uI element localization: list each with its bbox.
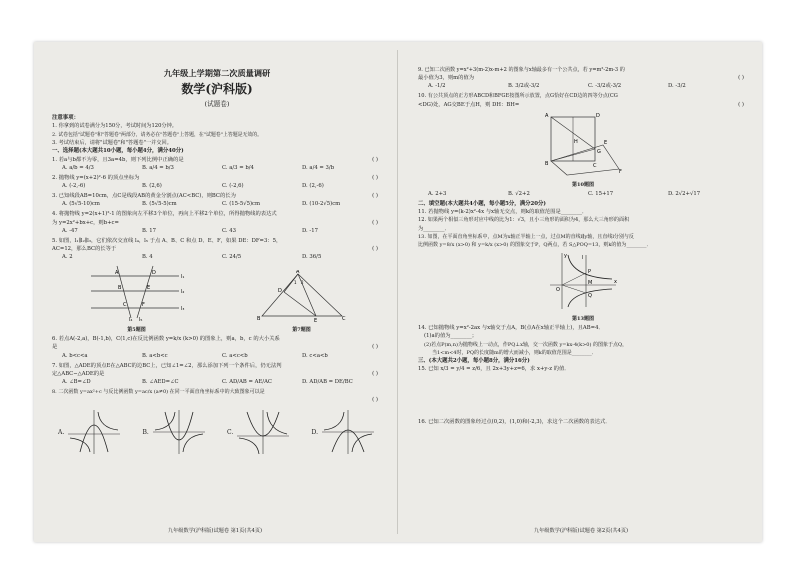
figure-10: A D E H G F B C 第10题图 — [545, 112, 622, 188]
svg-text:l₃: l₃ — [180, 306, 184, 313]
svg-text:F: F — [619, 168, 622, 175]
exam-tag: (试题卷) — [204, 100, 230, 108]
question-11: 11. 若抛物线 y=(k-2)x²-4x 与x轴无交点，则k的取值范围是________． — [418, 209, 588, 216]
svg-text:D: D — [151, 270, 156, 277]
note-3: 3. 考试结束后，请将"试题卷"和"答题卷"一并交回。 — [52, 140, 172, 146]
question-10: 10. 有公共顶点的正方形ABCD和BFGE按图所示放置，点G恰好在CD边的四等分点(CG — [418, 93, 618, 100]
svg-text:l₄: l₄ — [128, 317, 132, 323]
svg-text:P: P — [588, 269, 592, 276]
svg-text:B: B — [545, 160, 549, 167]
svg-text:E: E — [146, 285, 150, 292]
svg-text:A: A — [545, 112, 549, 119]
exam-subtitle: 数学(沪科版) — [181, 82, 253, 96]
graph-c: C. — [227, 408, 291, 456]
svg-text:A: A — [295, 270, 299, 276]
svg-text:1: 1 — [293, 280, 297, 286]
svg-text:C: C — [593, 162, 597, 169]
svg-text:B: B — [117, 285, 121, 292]
note-1: 1. 你拿到的试卷满分为150分，考试时间为120分钟。 — [52, 123, 177, 130]
figures-5-7 — [52, 264, 382, 333]
question-6: 6. 若点A(-2,a)，B(-1,b)，C(1,c)在反比例函数 y=k/x (k>0) 的图象上，则a，b，c 的大小关系 — [52, 336, 280, 343]
question-13-cont: 比例函数 y=8/x (x>0) 和 y=k/x (x>0) 的图象交于P，Q两点，若 S△POQ=13，则k的值为________． — [418, 242, 652, 249]
question-7: 7. 如图，△ADE的顶点E在△ABC的边BC上，已知∠1=∠2，那么添加下列一个条件后，仍无法判 — [52, 362, 282, 369]
exam-paper — [34, 42, 762, 542]
note-2: 2. 试卷包括"试题卷"和"答题卷"两部分，请务必在"答题卷"上答题，在"试题卷"上答题是无效的。 — [52, 131, 263, 138]
svg-text:A: A — [114, 270, 118, 277]
footer-left: 九年级数学(沪科版)试题卷 第1页(共4页) — [167, 528, 263, 534]
question-12-cont: 为________． — [418, 225, 450, 232]
question-12: 12. 如果两个相似三角形对应中线的比为1：√3，且小三角形的面积为4，那么大三角形的面积 — [418, 217, 630, 224]
section-3-heading: 三、(本大题共2小题，每小题8分，满分16分) — [418, 358, 530, 365]
figure-13: y x O P Q M l 第13题图 — [556, 253, 617, 323]
question-14-part2: (2)若点P(m,n)为抛物线上一动点，作PQ⊥x轴，交一次函数 y=kx-4(k>0) 的图象于点Q， — [424, 341, 628, 348]
question-14-part1: (1)a的值为________； — [424, 333, 478, 340]
question-15: 15. 已知 x/3 = y/4 = z/6，且 2x+3y+z=6，求 x+y-z 的值． — [418, 366, 570, 373]
figure-13-row — [418, 251, 748, 322]
graph-b: B. — [142, 408, 206, 456]
question-3: 3. 已知线段AB=10cm，点C是线段AB的黄金分割点(AC<BC)，则BC的长为 ( ) — [52, 193, 378, 200]
question-2-options: A. (-2,-6) B. (2,6) C. (-2,6) D. (2,-6) — [62, 183, 324, 190]
svg-text:l₅: l₅ — [138, 317, 142, 323]
question-1-options: A. a/b = 4/3 B. a/4 = b/3 C. a/3 = b/4 D. a/4 = 3/b — [62, 164, 335, 171]
notes-heading: 注意事项： — [52, 115, 79, 121]
svg-text:M: M — [588, 280, 593, 287]
question-10-options: A. 2+3 B. √2+2 C. 15+17 D. 2√2+√17 — [428, 190, 701, 197]
page-divider — [397, 50, 398, 534]
figure-5: l₁ l₂ l₃ A B C D E F l₄ l₅ 第5题图 — [87, 264, 187, 333]
page-left: 九年级上学期第二次质量调研 数学(沪科版) (试题卷) 注意事项： 1. 你拿到的试卷满分为150分，考试时间为120分钟。 2. 试卷包括"试题卷"和"答题卷"两部分，请务必在"答题卷"上答题，在"试题卷"上答题是无效的。 3. 考试结束后，请将"试题卷"和"答题卷"一并交回。 一、选择题(本大题共10小题，每小题4分，满分40分) 1. 若a与b都不为零，且3a=4b，则下列比例中正确的是 ( ) A. a/b = 4/3 B. a/4 = b/3 C. a/3 = b/4 D. a/4 = 3/b 2. 抛物线 y=(x+2)²-6 的顶点坐标为 ( ) A. (-2,-6) B. (2,6) C. (-2,6) D. (2,-6) 3. 已知线段AB=10cm，点C是线段AB的黄金分割点(AC<BC)，则BC的长为 ( ) A. (5√5-10)cm B. (5√5-5)cm C. (15-5√5)cm D. (10-2√5)cm 4. 将抛物线 y=2(x+1)²-1 的图象向左平移3个单位，再向上平移2个单位，所得抛物线的表达式 为 y=2x²+bx+c，则b+c= ( ) A. -47 B. 17 C. 43 D. -17 5. 如图，l₁∥l₂∥l₃，它们依次交直线 l₄，l₅ 于点 A、B、C 和点 D、E、F，如果 DE：DF=3：5， AC=12，那么BC的长等于 ( ) A. 2 B. 4 C. 24/5 D. 36/5 l₁ l₂ l₃ A B C D E F l₄ l₅ 第5题图 A B C D E 1 2 第7题图 6. 若点A(-2,a)，B(-1,b)，C(1,c)在反比例函数 y=k/x (k>0) 的图象上，则a，b，c 的大小关系 是 ( ) A. b<c<a B. a<b<c C. a<c<b D. c<a<b 7. 如图，△ADE的顶点E在△ABC的边BC上，已知∠1=∠2，那么添加下列一个条件后，仍无法判 定△ABC∽△ADE的是 ( ) A. ∠B=∠D B. ∠AED=∠C C. AD/AB = AE/AC D. AD/AB = DE/BC 8. 二次函数 y=ax²+c 与反比例函数 y=ac/x (a≠0) 在同一平面直角坐标系中的大致图象可以是 ( ) A. B. C. D. 九年级数学(沪科版)试题卷 第1页(共4页) — [34, 42, 396, 542]
svg-text:l₂: l₂ — [180, 289, 184, 296]
question-2: 2. 抛物线 y=(x+2)²-6 的顶点坐标为 ( ) — [52, 174, 378, 181]
figure-7: A B C D E 1 2 第7题图 — [256, 270, 345, 334]
question-3-options: A. (5√5-10)cm B. (5√5-5)cm C. (15-5√5)cm D. (10-2√5)cm — [62, 201, 341, 208]
svg-text:E: E — [313, 318, 317, 323]
question-8: 8. 二次函数 y=ax²+c 与反比例函数 y=ac/x (a≠0) 在同一平面直角坐标系中的大致图象可以是 — [52, 388, 265, 395]
question-4-options: A. -47 B. 17 C. 43 D. -17 — [62, 227, 318, 234]
question-15-space — [418, 374, 748, 418]
svg-text:F: F — [141, 302, 145, 309]
question-4: 4. 将抛物线 y=2(x+1)²-1 的图象向左平移3个单位，再向上平移2个单位，所得抛物线的表达式 — [52, 211, 277, 218]
question-5-options: A. 2 B. 4 C. 24/5 D. 36/5 — [62, 254, 322, 261]
svg-text:D: D — [277, 288, 282, 295]
svg-text:B: B — [256, 316, 260, 323]
svg-text:Q: Q — [588, 293, 592, 300]
question-1: 1. 若a与b都不为零，且3a=4b，则下列比例中正确的是 ( ) — [52, 156, 378, 163]
question-14-part2-cont: 当1<m<4时，PQ的长度随m的增大而减小，则k的取值范围是________． — [432, 349, 597, 356]
question-13: 13. 如图，在平面直角坐标系中，点M为x轴正半轴上一点，过点M的直线l∥y轴，且直线l分别与反 — [418, 233, 634, 240]
svg-text:O: O — [556, 287, 560, 294]
svg-text:C: C — [122, 302, 126, 309]
figure-10-row — [418, 111, 748, 188]
svg-text:E: E — [604, 139, 608, 146]
section-1-heading: 一、选择题(本大题共10小题，每小题4分，满分40分) — [52, 148, 184, 155]
question-16: 16. 已知二次函数的图象经过点(0,2)，(1,0)和(-2,3)，求这个二次函数的表达式． — [418, 418, 611, 425]
question-14: 14. 已知抛物线 y=x²-2ax 与x轴交于点A，B(点A在x轴正半轴上)，且AB=4． — [418, 325, 604, 332]
question-7-options: A. ∠B=∠D B. ∠AED=∠C C. AD/AB = AE/AC D. AD/AB = DE/BC — [62, 378, 353, 385]
question-6-options: A. b<c<a B. a<b<c C. a<c<b D. c<a<b — [62, 352, 328, 359]
question-9: 9. 已知二次函数 y=x²+3(m-2)x-m+2 的图象与x轴最多有一个公共点，若 y=m²-2m-3 的 — [418, 67, 625, 73]
svg-text:2: 2 — [300, 280, 304, 286]
svg-text:G: G — [597, 148, 601, 155]
svg-text:x: x — [614, 279, 617, 286]
svg-text:l: l — [582, 255, 584, 262]
svg-text:C: C — [341, 316, 345, 323]
svg-text:y: y — [564, 253, 567, 260]
exam-title: 九年级上学期第二次质量调研 — [163, 68, 271, 78]
question-5: 5. 如图，l₁∥l₂∥l₃，它们依次交直线 l₄，l₅ 于点 A、B、C 和点 D、E、F，如果 DE：DF=3：5， — [52, 237, 282, 244]
graph-d: D. — [311, 408, 376, 456]
question-8-graphs — [58, 408, 376, 456]
svg-text:D: D — [596, 112, 600, 119]
footer-right: 九年级数学(沪科版)试题卷 第2页(共4页) — [533, 528, 629, 534]
section-2-heading: 二、填空题(本大题共4小题，每小题5分，满分20分) — [418, 200, 546, 207]
graph-a: A. — [58, 408, 122, 456]
page-right: 9. 已知二次函数 y=x²+3(m-2)x-m+2 的图象与x轴最多有一个公共点，若 y=m²-2m-3 的 最小值为3，则m的值为 ( ) A. -1/2 B. 3/2或-3/2 C. -3/2或-3/2 D. -3/2 10. 有公共顶点的正方形ABCD和BFGE按图所示放置，点G恰好在CD边的四等分点(CG <DG)处，AG交BE于点H，则 DH：BH= ( ) A D E H G F B C 第10题图 A. 2+3 B. √2+2 C. 15+17 D. 2√2+√17 二、填空题(本大题共4小题，每小题5分，满分20分) 11. 若抛物线 y=(k-2)x²-4x 与x轴无交点，则k的取值范围是________． 12. 如果两个相似三角形对应中线的比为1：√3，且小三角形的面积为4，那么大三角形的面积 为________． 13. 如图，在平面直角坐标系中，点M为x轴正半轴上一点，过点M的直线l∥y轴，且直线l分别与反 比例函数 y=8/x (x>0) 和 y=k/x (x>0) 的图象交于P，Q两点，若 S△POQ=13，则k的值为________． y x O P Q M l 第13题图 14. 已知抛物线 y=x²-2ax 与x轴交于点A，B(点A在x轴正半轴上)，且AB=4． (1)a的值为________； (2)若点P(m,n)为抛物线上一动点，作PQ⊥x轴，交一次函数 y=kx-4(k>0) 的图象于点Q， 当1<m<4时，PQ的长度随m的增大而减小，则k的取值范围是________． 三、(本大题共2小题，每小题8分，满分16分) 15. 已知 x/3 = y/4 = z/6，且 2x+3y+z=6，求 x+y-z 的值． 16. 已知二次函数的图象经过点(0,2)，(1,0)和(-2,3)，求这个二次函数的表达式． 九年级数学(沪科版)试题卷 第2页(共4页) — [400, 42, 762, 542]
svg-text:l₁: l₁ — [180, 274, 184, 281]
question-9-options: A. -1/2 B. 3/2或-3/2 C. -3/2或-3/2 D. -3/2 — [428, 83, 686, 90]
svg-text:H: H — [574, 138, 578, 145]
